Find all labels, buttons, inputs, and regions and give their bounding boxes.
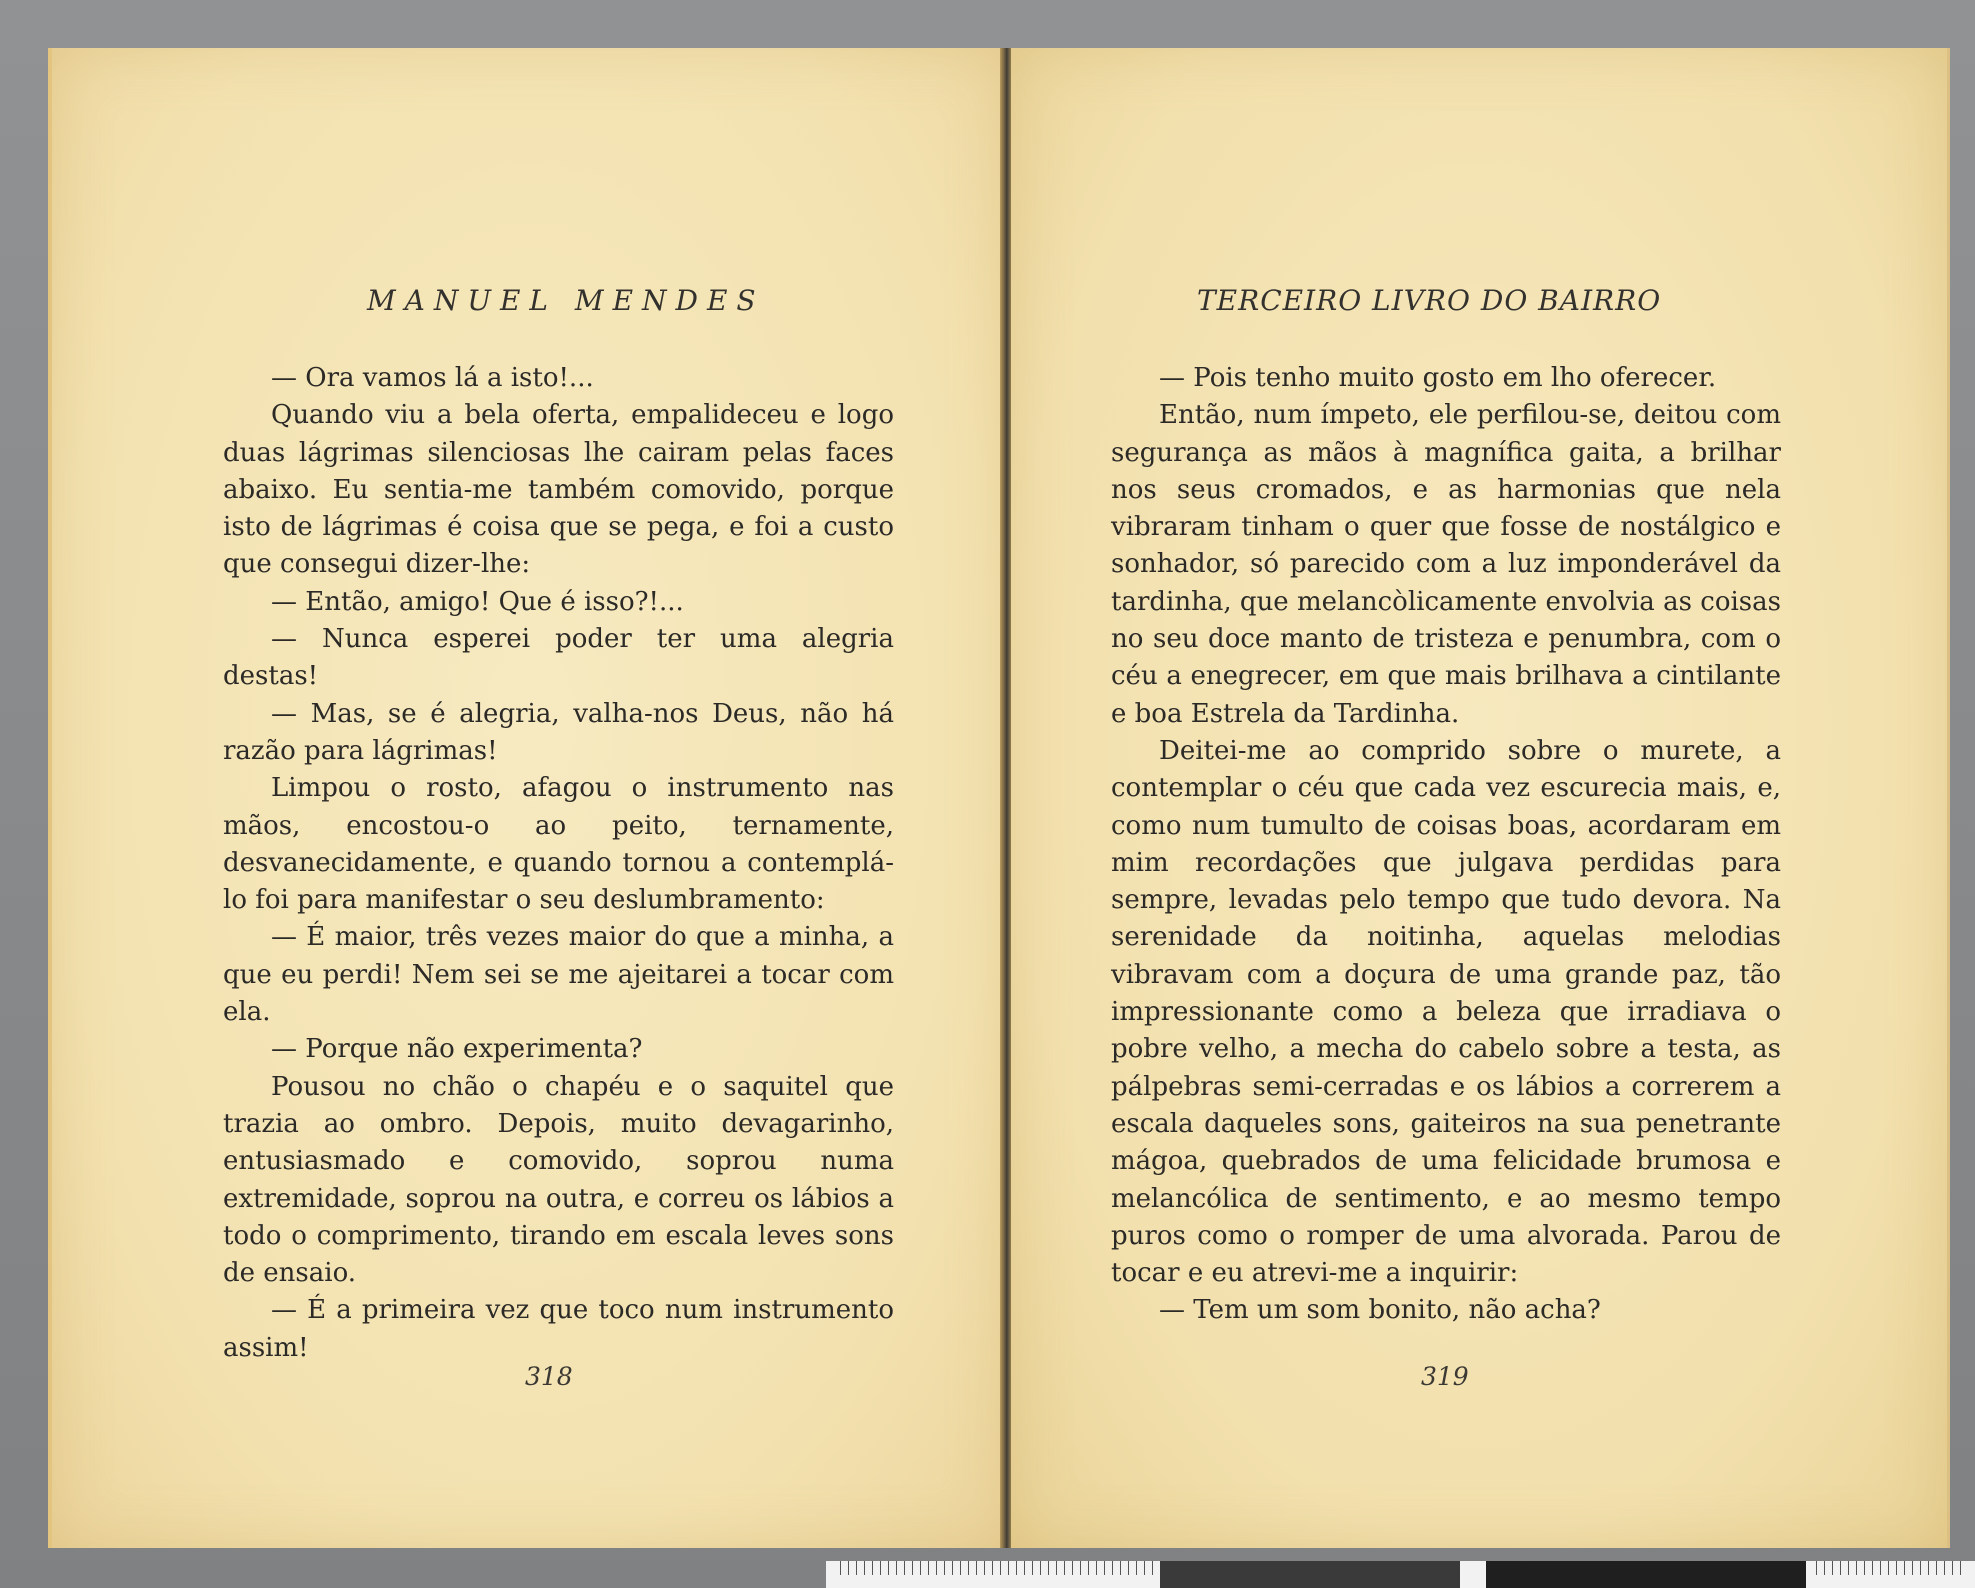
paragraph: Limpou o rosto, afagou o instrumento nas mãos, encostou-o ao peito, ternamente, desvanecidamente, e quando tornou a contemplá-lo foi para manifestar o seu deslumbramento: <box>223 773 894 916</box>
right-page <box>1011 48 1950 1548</box>
paragraph: — Mas, se é alegria, valha-nos Deus, não há razão para lágrimas! <box>223 698 894 766</box>
page-number-left: 318 <box>525 1362 573 1391</box>
paragraph: — É maior, três vezes maior do que a minha, a que eu perdi! Nem sei se me ajeitarei a tocar com ela. <box>223 922 894 1028</box>
paragraph: Quando viu a bela oferta, empalideceu e logo duas lágrimas silenciosas lhe cairam pelas faces abaixo. Eu sentia-me também comovido, porque isto de lágrimas é coisa que se pega, e foi a custo que consegui dizer-lhe: <box>223 400 894 580</box>
black-patch <box>1486 1561 1806 1588</box>
left-page <box>48 48 1007 1548</box>
paragraph: — Nunca esperei poder ter uma alegria destas! <box>223 624 894 692</box>
paragraph: Pousou no chão o chapéu e o saquitel que trazia ao ombro. Depois, muito devagarinho, entusiasmado e comovido, soprou numa extremidade, soprou na outra, e correu os lábios a todo o comprimento, tirando em escala leves sons de ensaio. <box>223 1071 894 1289</box>
paragraph: — Pois tenho muito gosto em lho oferecer. <box>1159 363 1717 393</box>
running-head-left: MANUEL MENDES <box>367 284 765 317</box>
paragraph: — Ora vamos lá a isto!... <box>271 363 594 393</box>
right-page-text <box>1111 360 1781 1330</box>
ruler-ticks <box>840 1561 1160 1575</box>
page-number-right: 319 <box>1421 1362 1469 1391</box>
paragraph: — Porque não experimenta? <box>271 1034 643 1065</box>
gray-patch <box>1160 1561 1460 1588</box>
scale-ruler <box>826 1561 1975 1588</box>
running-head-right: TERCEIRO LIVRO DO BAIRRO <box>1197 284 1662 317</box>
paragraph: — Tem um som bonito, não acha? <box>1159 1295 1601 1326</box>
paragraph: — É a primeira vez que toco num instrumento assim! <box>223 1295 894 1363</box>
paragraph: Então, num ímpeto, ele perfilou-se, deitou com segurança as mãos à magnífica gaita, a brilhar nos seus cromados, e as harmonias que nela vibraram tinham o quer que fosse de nostálgico e sonhador, só parecido com a luz imponderável da tardinha, que melancòlicamente envolvia as coisas no seu doce manto de tristeza e penumbra, com o céu a enegrecer, em que mais brilhava a cintilante e boa Estrela da Tardinha. <box>1111 400 1781 729</box>
paragraph: — Então, amigo! Que é isso?!... <box>271 586 684 617</box>
left-page-text <box>223 360 894 1367</box>
ruler-ticks <box>1816 1561 1966 1575</box>
paragraph: Deitei-me ao comprido sobre o murete, a contemplar o céu que cada vez escurecia mais, e, como num tumulto de coisas boas, acordaram em mim recordações que julgava perdidas para sempre, levadas pelo tempo que tudo devora. Na serenidade da noitinha, aquelas melodias vibravam com a doçura de uma grande paz, tão impressionante como a beleza que irradiava o pobre velho, a mecha do cabelo sobre a testa, as pálpebras semi-cerradas e os lábios a correrem a escala daqueles sons, gaiteiros na sua penetrante mágoa, quebrados de uma felicidade brumosa e melancólica de sentimento, e ao mesmo tempo puros como o romper de uma alvorada. Parou de tocar e eu atrevi-me a inquirir: <box>1111 735 1781 1289</box>
